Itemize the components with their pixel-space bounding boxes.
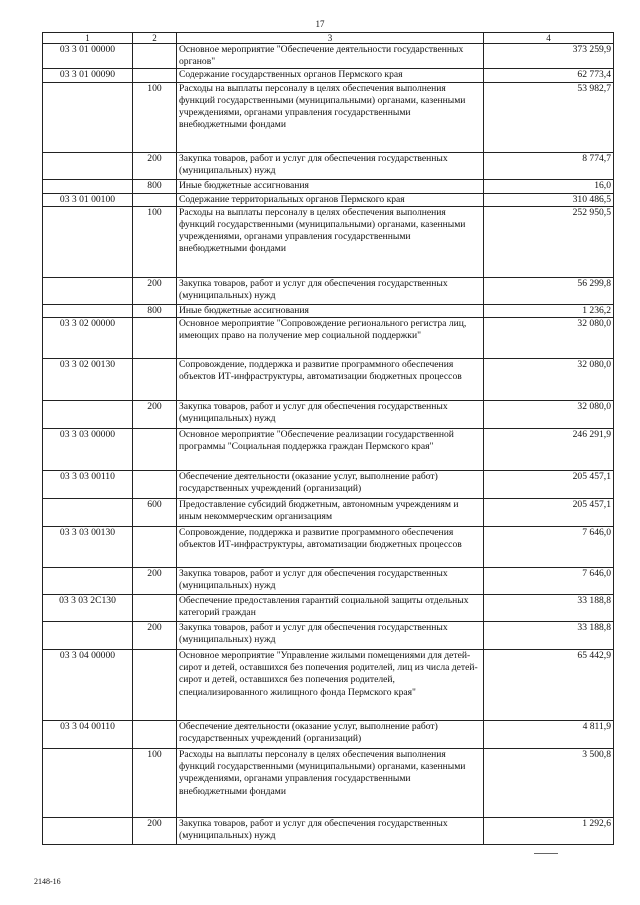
row-description-cell: Сопровождение, поддержка и развитие программного обеспечения объектов ИТ-инфраструктуры, автоматизации бюджетных процессов <box>177 359 484 401</box>
row-amount-cell: 53 982,7 <box>484 82 614 152</box>
row-code-cell <box>43 206 133 277</box>
row-code-cell: 03 3 01 00100 <box>43 193 133 206</box>
row-expense-type-cell: 100 <box>133 82 177 152</box>
row-expense-type-cell <box>133 429 177 471</box>
table-row <box>43 44 614 69</box>
page-number: 17 <box>315 19 325 29</box>
row-expense-type-cell <box>133 359 177 401</box>
table-row <box>43 179 614 193</box>
row-description-cell: Закупка товаров, работ и услуг для обеспечения государственных (муниципальных) нужд <box>177 152 484 179</box>
row-description-cell: Основное мероприятие "Обеспечение деятельности государственных органов" <box>177 44 484 69</box>
row-code-cell: 03 3 01 00090 <box>43 69 133 82</box>
row-code-cell <box>43 568 133 595</box>
row-description-cell: Закупка товаров, работ и услуг для обеспечения государственных (муниципальных) нужд <box>177 277 484 304</box>
row-amount-cell: 32 080,0 <box>484 318 614 359</box>
row-code-cell <box>43 179 133 193</box>
table-row <box>43 304 614 317</box>
row-description-cell: Расходы на выплаты персоналу в целях обеспечения выполнения функций государственными (муниципальными) органами, казенными учреждениями, органами управления государственными внебюджетными фондами <box>177 749 484 818</box>
table-row <box>43 69 614 82</box>
row-amount-cell: 310 486,5 <box>484 193 614 206</box>
row-code-cell <box>43 749 133 818</box>
table-row <box>43 359 614 401</box>
row-amount-cell: 33 188,8 <box>484 595 614 622</box>
row-code-cell <box>43 818 133 845</box>
row-description-cell: Закупка товаров, работ и услуг для обеспечения государственных (муниципальных) нужд <box>177 568 484 595</box>
row-description-cell: Иные бюджетные ассигнования <box>177 179 484 193</box>
row-description-cell: Предоставление субсидий бюджетным, автономным учреждениям и иным некоммерческим организациям <box>177 499 484 527</box>
table-row <box>43 527 614 568</box>
row-code-cell: 03 3 03 2С130 <box>43 595 133 622</box>
row-expense-type-cell: 200 <box>133 818 177 845</box>
table-row <box>43 401 614 429</box>
row-code-cell <box>43 304 133 317</box>
table-row <box>43 429 614 471</box>
row-expense-type-cell <box>133 721 177 749</box>
row-expense-type-cell: 200 <box>133 568 177 595</box>
row-amount-cell: 246 291,9 <box>484 429 614 471</box>
table-row <box>43 568 614 595</box>
scan-mark <box>534 853 558 854</box>
row-code-cell <box>43 401 133 429</box>
row-expense-type-cell <box>133 318 177 359</box>
row-code-cell <box>43 499 133 527</box>
row-expense-type-cell: 100 <box>133 206 177 277</box>
table-row <box>43 471 614 499</box>
row-amount-cell: 65 442,9 <box>484 650 614 721</box>
row-amount-cell: 62 773,4 <box>484 69 614 82</box>
row-description-cell: Обеспечение деятельности (оказание услуг, выполнение работ) государственных учреждений (организаций) <box>177 721 484 749</box>
row-amount-cell: 8 774,7 <box>484 152 614 179</box>
row-code-cell: 03 3 03 00110 <box>43 471 133 499</box>
row-expense-type-cell: 200 <box>133 152 177 179</box>
column-header-2: 2 <box>133 33 177 44</box>
row-description-cell: Обеспечение предоставления гарантий социальной защиты отдельных категорий граждан <box>177 595 484 622</box>
table-row <box>43 818 614 845</box>
row-amount-cell: 205 457,1 <box>484 499 614 527</box>
row-expense-type-cell <box>133 69 177 82</box>
row-code-cell: 03 3 03 00130 <box>43 527 133 568</box>
row-expense-type-cell: 600 <box>133 499 177 527</box>
row-expense-type-cell <box>133 527 177 568</box>
row-amount-cell: 7 646,0 <box>484 568 614 595</box>
table-row <box>43 595 614 622</box>
row-expense-type-cell <box>133 471 177 499</box>
row-expense-type-cell <box>133 193 177 206</box>
row-expense-type-cell: 200 <box>133 622 177 650</box>
row-code-cell <box>43 152 133 179</box>
table-body <box>43 44 614 845</box>
row-description-cell: Расходы на выплаты персоналу в целях обеспечения выполнения функций государственными (муниципальными) органами, казенными учреждениями, органами управления государственными внебюджетными фондами <box>177 82 484 152</box>
row-description-cell: Содержание государственных органов Пермского края <box>177 69 484 82</box>
row-expense-type-cell <box>133 595 177 622</box>
table-header <box>43 33 614 44</box>
row-code-cell <box>43 277 133 304</box>
row-code-cell: 03 3 02 00000 <box>43 318 133 359</box>
table-row <box>43 206 614 277</box>
budget-table <box>42 32 614 845</box>
column-header-1: 1 <box>43 33 133 44</box>
row-description-cell: Закупка товаров, работ и услуг для обеспечения государственных (муниципальных) нужд <box>177 818 484 845</box>
row-amount-cell: 56 299,8 <box>484 277 614 304</box>
table-row <box>43 650 614 721</box>
table-row <box>43 749 614 818</box>
row-description-cell: Расходы на выплаты персоналу в целях обеспечения выполнения функций государственными (муниципальными) органами, казенными учреждениями, органами управления государственными внебюджетными фондами <box>177 206 484 277</box>
table-row <box>43 318 614 359</box>
row-description-cell: Сопровождение, поддержка и развитие программного обеспечения объектов ИТ-инфраструктуры, автоматизации бюджетных процессов <box>177 527 484 568</box>
table-row <box>43 152 614 179</box>
row-amount-cell: 16,0 <box>484 179 614 193</box>
row-amount-cell: 373 259,9 <box>484 44 614 69</box>
row-description-cell: Закупка товаров, работ и услуг для обеспечения государственных (муниципальных) нужд <box>177 401 484 429</box>
row-description-cell: Обеспечение деятельности (оказание услуг, выполнение работ) государственных учреждений (организаций) <box>177 471 484 499</box>
row-amount-cell: 252 950,5 <box>484 206 614 277</box>
table-row <box>43 721 614 749</box>
table-row <box>43 82 614 152</box>
row-expense-type-cell <box>133 650 177 721</box>
table-row <box>43 622 614 650</box>
row-amount-cell: 1 236,2 <box>484 304 614 317</box>
row-description-cell: Основное мероприятие "Управление жилыми помещениями для детей-сирот и детей, оставшихся без попечения родителей, лиц из числа детей-сирот и детей, оставшихся без попечения родителей, специализированного жилищного фонда Пермского края" <box>177 650 484 721</box>
row-code-cell <box>43 82 133 152</box>
row-description-cell: Содержание территориальных органов Пермского края <box>177 193 484 206</box>
row-amount-cell: 32 080,0 <box>484 401 614 429</box>
row-code-cell: 03 3 04 00110 <box>43 721 133 749</box>
column-header-4: 4 <box>484 33 614 44</box>
row-expense-type-cell: 200 <box>133 401 177 429</box>
row-expense-type-cell: 200 <box>133 277 177 304</box>
row-amount-cell: 7 646,0 <box>484 527 614 568</box>
row-code-cell: 03 3 02 00130 <box>43 359 133 401</box>
row-amount-cell: 32 080,0 <box>484 359 614 401</box>
document-footer-code: 2148-16 <box>34 877 61 886</box>
table-row <box>43 499 614 527</box>
table-row <box>43 193 614 206</box>
row-description-cell: Основное мероприятие "Обеспечение реализации государственной программы "Социальная поддержка граждан Пермского края" <box>177 429 484 471</box>
row-description-cell: Иные бюджетные ассигнования <box>177 304 484 317</box>
row-amount-cell: 33 188,8 <box>484 622 614 650</box>
row-expense-type-cell: 100 <box>133 749 177 818</box>
row-code-cell: 03 3 04 00000 <box>43 650 133 721</box>
row-expense-type-cell <box>133 44 177 69</box>
row-amount-cell: 1 292,6 <box>484 818 614 845</box>
column-header-3: 3 <box>177 33 484 44</box>
table-row <box>43 277 614 304</box>
row-description-cell: Основное мероприятие "Сопровождение регионального регистра лиц, имеющих право на получение мер социальной поддержки" <box>177 318 484 359</box>
row-description-cell: Закупка товаров, работ и услуг для обеспечения государственных (муниципальных) нужд <box>177 622 484 650</box>
row-code-cell: 03 3 01 00000 <box>43 44 133 69</box>
row-code-cell <box>43 622 133 650</box>
row-expense-type-cell: 800 <box>133 179 177 193</box>
row-amount-cell: 4 811,9 <box>484 721 614 749</box>
row-code-cell: 03 3 03 00000 <box>43 429 133 471</box>
row-expense-type-cell: 800 <box>133 304 177 317</box>
row-amount-cell: 3 500,8 <box>484 749 614 818</box>
row-amount-cell: 205 457,1 <box>484 471 614 499</box>
